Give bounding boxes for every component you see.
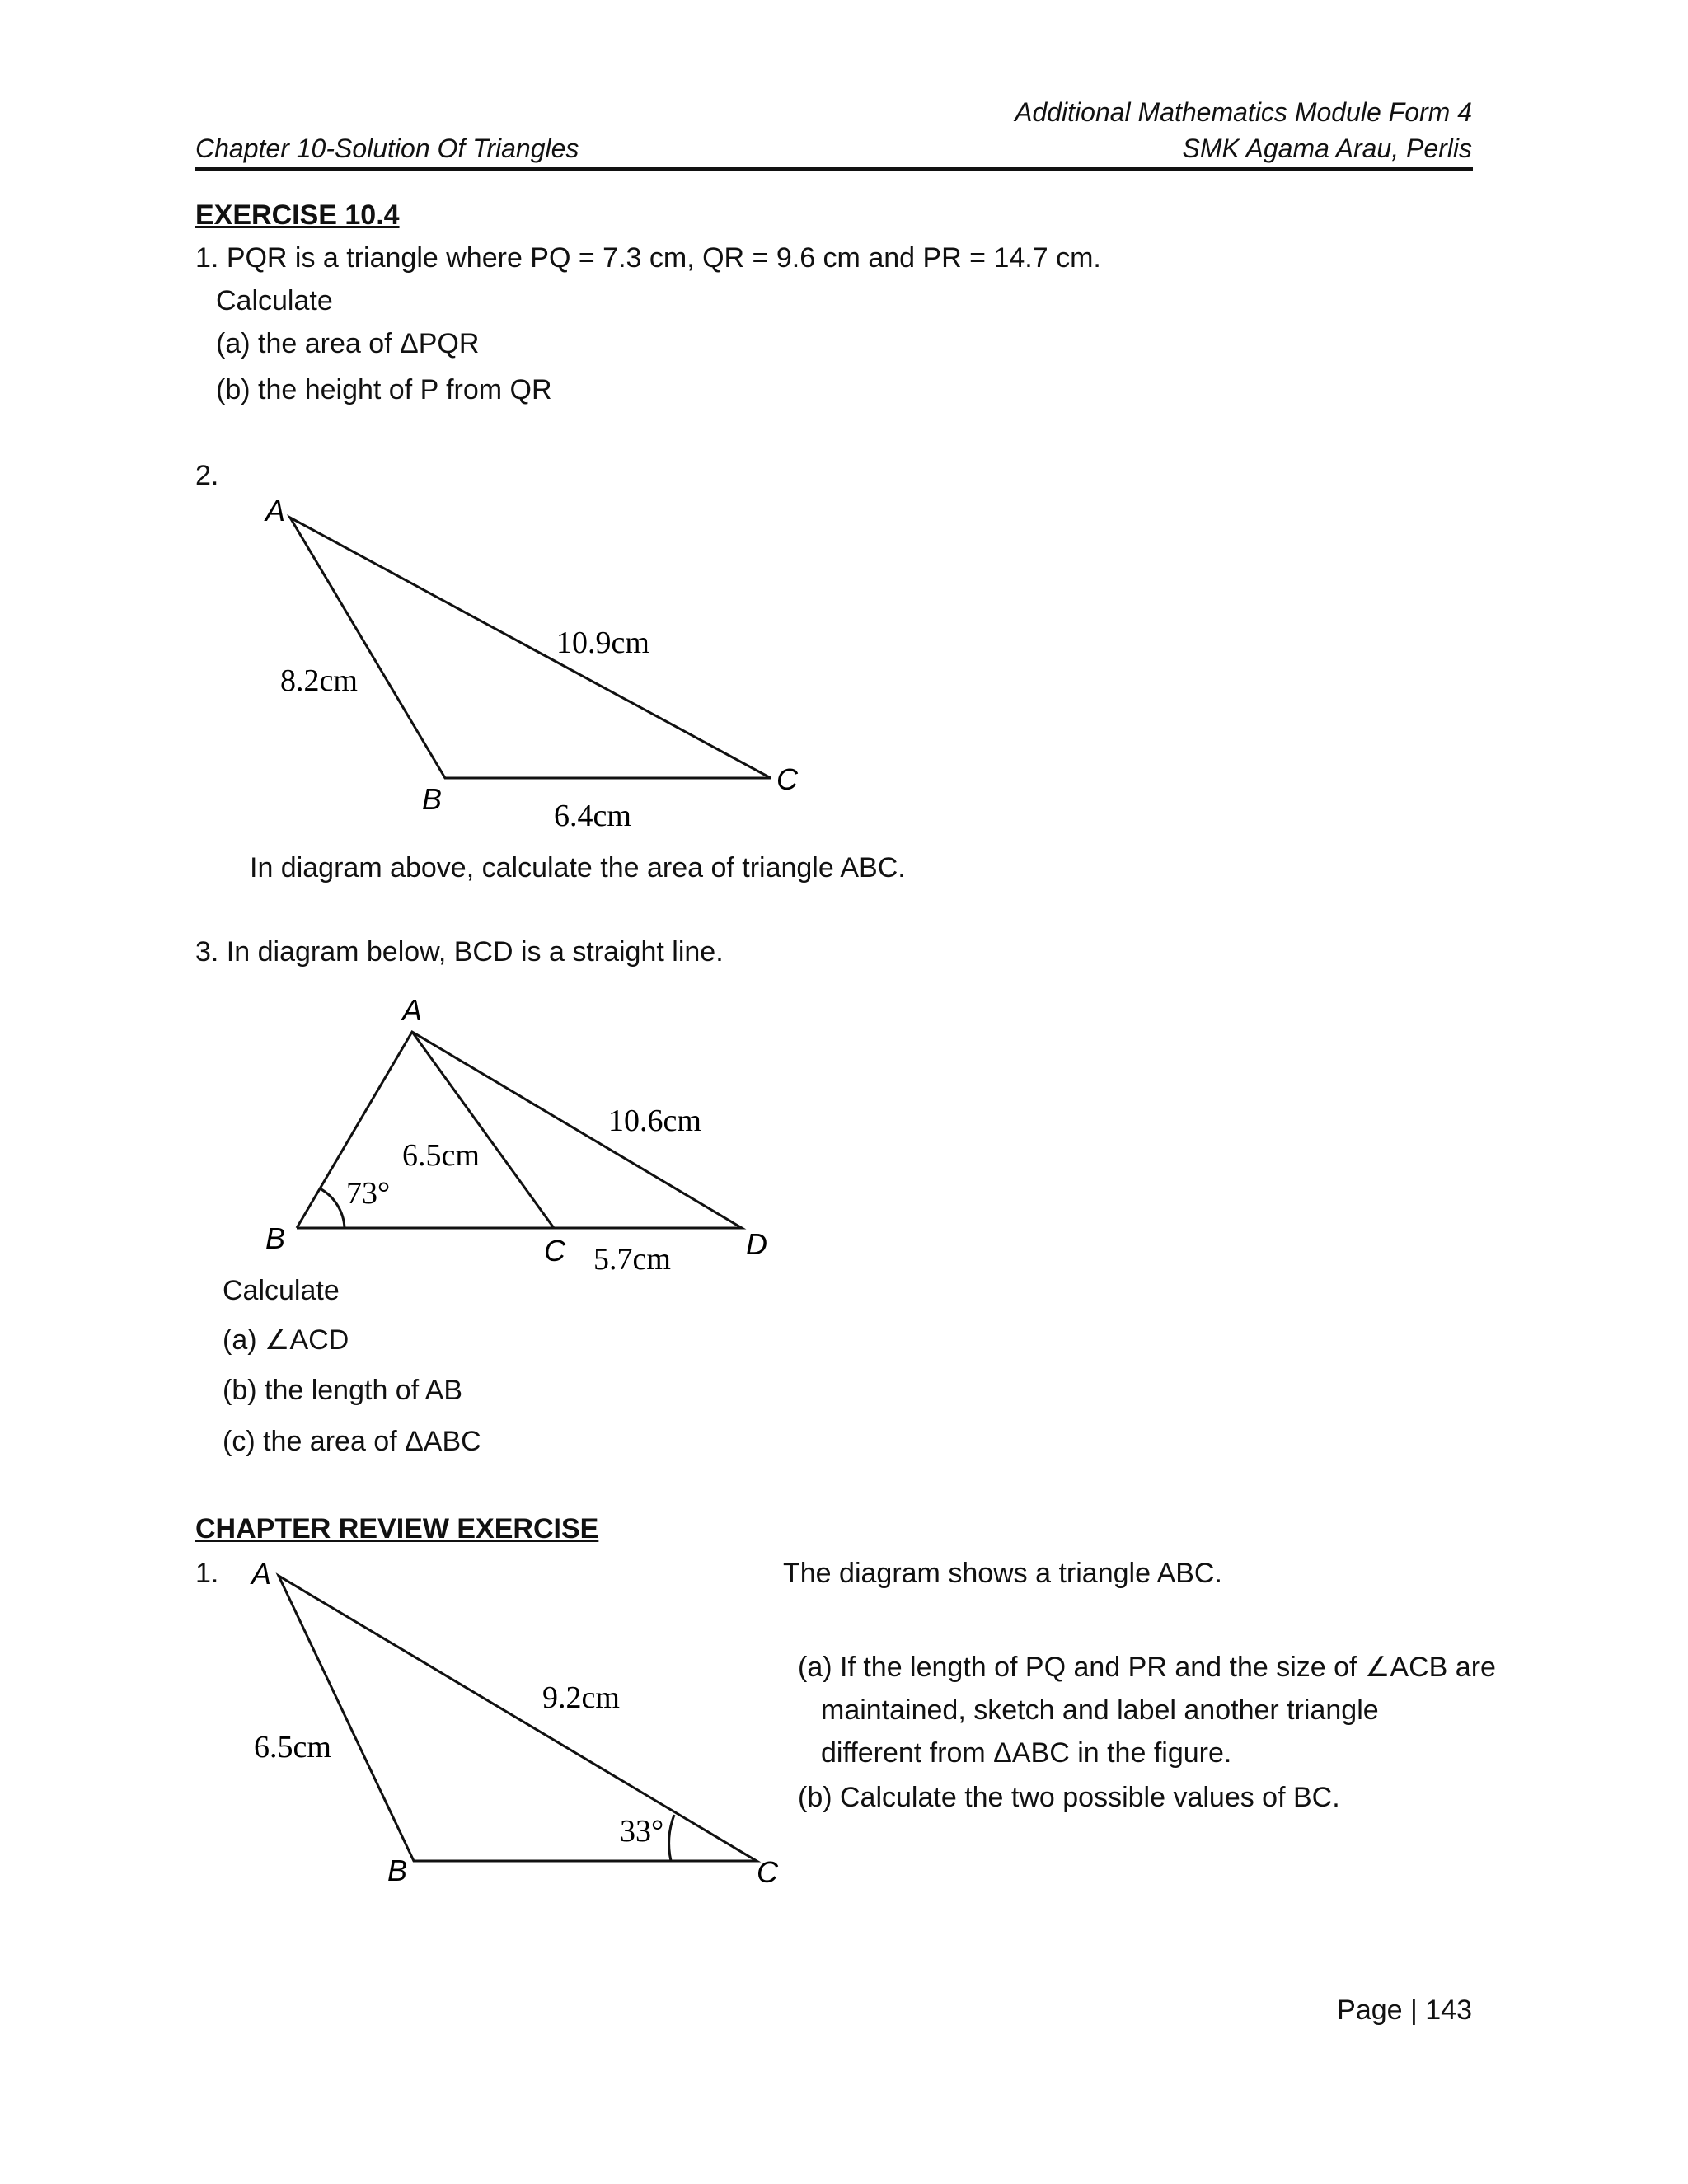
q3-label-c: C [544, 1234, 565, 1268]
review-triangle [279, 1576, 757, 1861]
q2-number: 2. [195, 460, 219, 491]
q3-side-ac: 6.5cm [402, 1138, 480, 1173]
q1-part-a: (a) the area of ΔPQR [216, 328, 480, 359]
header-school: SMK Agama Arau, Perlis [1182, 134, 1472, 163]
review-part-a-line2: maintained, sketch and label another triangle [821, 1694, 1379, 1726]
exercise-title: EXERCISE 10.4 [195, 199, 400, 231]
review-part-a-line1: (a) If the length of PQ and PR and the size of ∠ACB are [798, 1652, 1496, 1683]
q2-side-bc: 6.4cm [554, 799, 631, 833]
review-part-a-line3: different from ΔABC in the figure. [821, 1737, 1232, 1769]
review-label-b: B [387, 1854, 408, 1887]
q3-side-cd: 5.7cm [593, 1242, 671, 1277]
review-angle-c-arc [669, 1815, 674, 1861]
q3-side-ad: 10.6cm [608, 1104, 701, 1138]
q3-calculate: Calculate [223, 1275, 340, 1306]
q2-question: In diagram above, calculate the area of triangle ABC. [250, 852, 906, 883]
q3-label-a: A [402, 993, 423, 1027]
page-number: Page | 143 [1337, 1994, 1472, 2026]
q3-line-ac [412, 1032, 554, 1228]
review-side-ac: 9.2cm [542, 1680, 620, 1715]
review-q1-number: 1. [195, 1558, 219, 1589]
q2-label-c: C [776, 762, 798, 796]
q2-label-b: B [422, 782, 443, 816]
q3-part-a: (a) ∠ACD [223, 1324, 349, 1356]
q3-label-b: B [265, 1221, 286, 1255]
q3-triangle-figure [265, 993, 767, 1277]
review-label-c: C [757, 1855, 778, 1889]
header-module: Additional Mathematics Module Form 4 [1015, 97, 1472, 127]
q3-stem: 3. In diagram below, BCD is a straight line. [195, 936, 724, 968]
q3-label-d: D [746, 1227, 767, 1261]
q1-calculate: Calculate [216, 285, 333, 316]
review-label-a: A [251, 1557, 272, 1591]
q2-triangle-figure [264, 494, 799, 833]
review-part-b: (b) Calculate the two possible values of BC. [798, 1782, 1340, 1813]
q3-angle-b-arc [320, 1188, 345, 1228]
q1-stem-text: PQR is a triangle where PQ = 7.3 cm, QR = 9.6 cm and PR = 14.7 cm. [226, 242, 1101, 274]
review-triangle-figure [250, 1557, 779, 1889]
q3-angle-b: 73° [346, 1176, 391, 1211]
q3-part-b: (b) the length of AB [223, 1375, 463, 1406]
review-title: CHAPTER REVIEW EXERCISE [195, 1513, 599, 1544]
review-intro: The diagram shows a triangle ABC. [783, 1558, 1222, 1589]
q2-side-ab: 8.2cm [280, 663, 358, 698]
q2-side-ac: 10.9cm [556, 626, 649, 660]
q1-number: 1. [195, 242, 219, 274]
q1-part-b: (b) the height of P from QR [216, 374, 552, 405]
q2-label-a: A [265, 494, 286, 527]
header-chapter: Chapter 10-Solution Of Triangles [195, 134, 579, 163]
q2-triangle [290, 518, 771, 778]
review-side-ab: 6.5cm [254, 1730, 331, 1765]
review-angle-c: 33° [620, 1814, 664, 1849]
q3-part-c: (c) the area of ΔABC [223, 1426, 481, 1457]
